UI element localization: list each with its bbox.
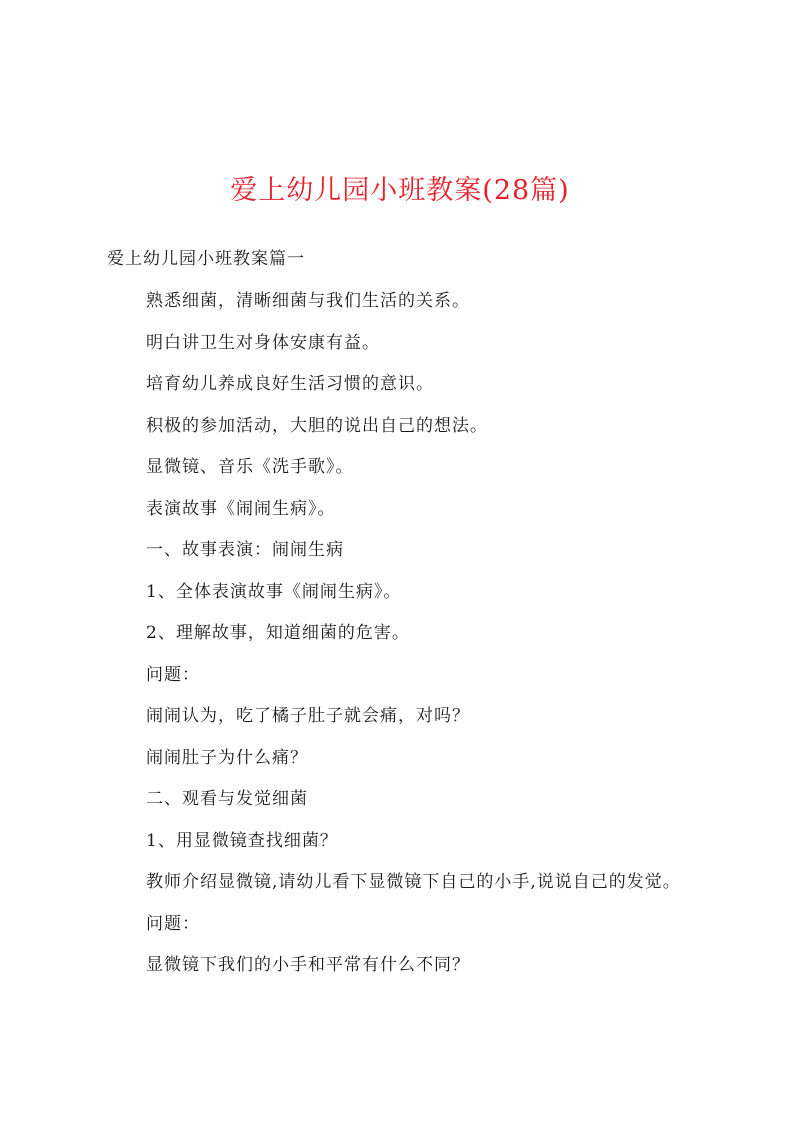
paragraph: 1、全体表演故事《闹闹生病》。: [146, 581, 402, 602]
subheading: 二、观看与发觉细菌: [146, 789, 308, 809]
paragraph: 问题：: [146, 664, 200, 685]
paragraph: 闹闹认为，吃了橘子肚子就会痛，对吗？: [146, 706, 470, 726]
paragraph: 培育幼儿养成良好生活习惯的意识。: [146, 374, 434, 394]
paragraph: 熟悉细菌，清晰细菌与我们生活的关系。: [146, 291, 470, 311]
paragraph: 问题：: [146, 913, 200, 934]
document-title: 爱上幼儿园小班教案(28篇): [230, 175, 570, 206]
paragraph: 积极的参加活动，大胆的说出自己的想法。: [146, 415, 488, 436]
paragraph: 2、理解故事，知道细菌的危害。: [146, 623, 410, 643]
paragraph: 1、用显微镜查找细菌？: [146, 830, 338, 851]
paragraph: 明白讲卫生对身体安康有益。: [146, 332, 380, 353]
body-text: [146, 289, 681, 995]
section-heading: 爱上幼儿园小班教案篇一: [107, 249, 305, 269]
paragraph: 显微镜、音乐《洗手歌》。: [146, 457, 354, 477]
paragraph: 教师介绍显微镜,请幼儿看下显微镜下自己的小手,说说自己的发觉。: [146, 872, 681, 892]
paragraph: 显微镜下我们的小手和平常有什么不同？: [146, 955, 470, 975]
paragraph: 闹闹肚子为什么痛？: [146, 747, 308, 768]
paragraph: 表演故事《闹闹生病》。: [146, 498, 336, 519]
subheading: 一、故事表演：闹闹生病: [146, 540, 344, 560]
